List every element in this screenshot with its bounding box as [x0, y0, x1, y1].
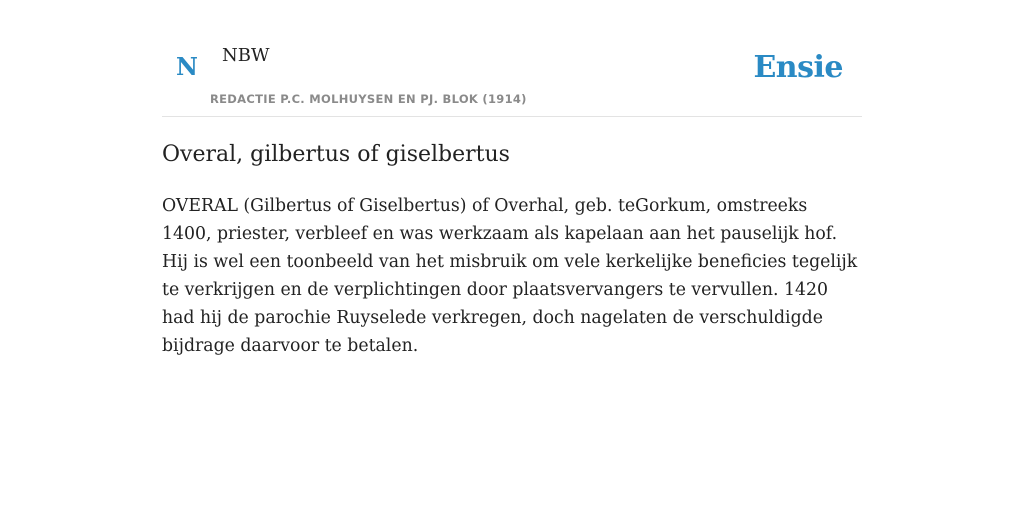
source-title[interactable]: NBW: [222, 45, 270, 66]
source-subtitle: REDACTIE P.C. MOLHUYSEN EN PJ. BLOK (1914): [210, 92, 527, 106]
article-title: Overal, gilbertus of giselbertus: [162, 142, 510, 167]
source-header: [162, 0, 862, 117]
source-logo[interactable]: N: [176, 52, 198, 81]
brand-logo[interactable]: Ensie: [753, 50, 843, 85]
article-body: OVERAL (Gilbertus of Giselbertus) of Overhal, geb. teGorkum, omstreeks 1400, priester, verbleef en was werkzaam als kapelaan aan het pauselijk hof. Hij is wel een toonbeeld van het misbruik om vele kerkelijke beneficies tegelijk te verkrijgen en de verplichtingen door plaatsvervangers te vervullen. 1420 had hij de parochie Ruyselede verkregen, doch nagelaten de verschuldigde bijdrage daarvoor te betalen.: [162, 196, 858, 356]
